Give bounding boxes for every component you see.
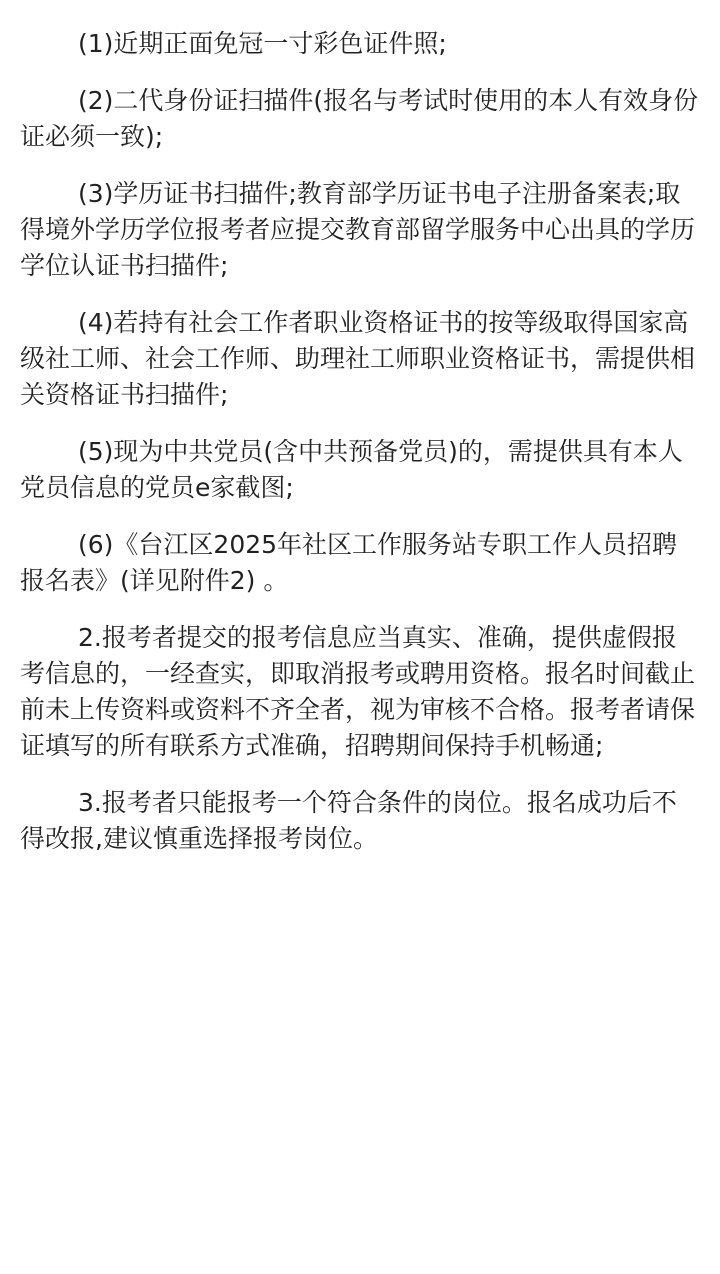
article-body: [20, 26, 700, 878]
item-id-card-requirement: (2)二代身份证扫描件(报名与考试时使用的本人有效身份证必须一致);: [20, 86, 699, 151]
item-party-member-screenshot: (5)现为中共党员(含中共预备党员)的，需提供具有本人党员信息的党员e家截图;: [20, 437, 683, 502]
rule-truthful-information: 2.报考者提交的报考信息应当真实、准确，提供虚假报考信息的，一经查实，即取消报考或聘用资格。报名时间截止前未上传资料或资料不齐全者，视为审核不合格。报考者请保证填写的所有联系方式准确，招聘期间保持手机畅通;: [20, 623, 696, 760]
item-social-worker-certificate: (4)若持有社会工作者职业资格证书的按等级取得国家高级社工师、社会工作师、助理社工师职业资格证书，需提供相关资格证书扫描件;: [20, 308, 696, 409]
item-registration-form: (6)《台江区2025年社区工作服务站专职工作人员招聘报名表》(详见附件2) 。: [20, 530, 678, 595]
item-photo-requirement: (1)近期正面免冠一寸彩色证件照;: [78, 29, 447, 58]
rule-single-position: 3.报考者只能报考一个符合条件的岗位。报名成功后不得改报,建议慎重选择报考岗位。: [20, 788, 677, 853]
item-education-certificate: (3)学历证书扫描件;教育部学历证书电子注册备案表;取得境外学历学位报考者应提交教育部留学服务中心出具的学历学位认证书扫描件;: [20, 179, 696, 280]
